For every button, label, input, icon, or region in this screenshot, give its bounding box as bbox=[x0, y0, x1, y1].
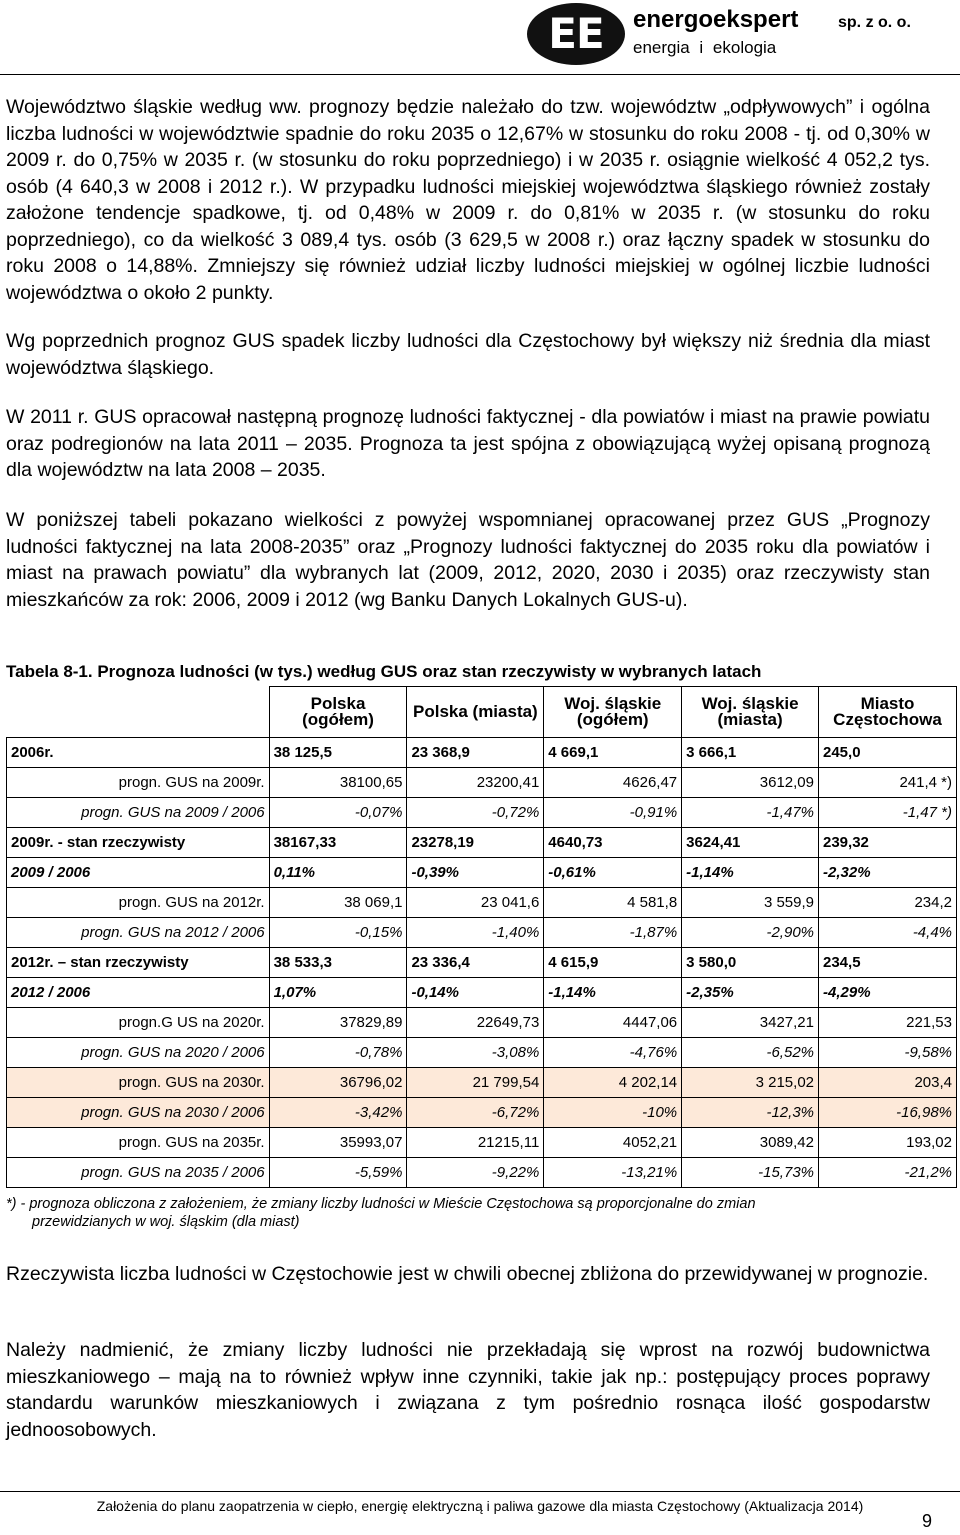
value-cell: -3,08% bbox=[407, 1038, 544, 1068]
value-cell: 3 666,1 bbox=[682, 738, 819, 768]
row-label-cell: 2006r. bbox=[7, 738, 270, 768]
value-cell: 38 533,3 bbox=[269, 948, 407, 978]
table-row bbox=[7, 738, 957, 768]
table-row bbox=[7, 1038, 957, 1068]
value-cell: 3 215,02 bbox=[682, 1068, 819, 1098]
value-cell: 4 615,9 bbox=[544, 948, 682, 978]
table-row bbox=[7, 948, 957, 978]
row-label-cell: 2009r. - stan rzeczywisty bbox=[7, 828, 270, 858]
table-caption: Tabela 8-1. Prognoza ludności (w tys.) według GUS oraz stan rzeczywisty w wybranych latach bbox=[6, 662, 762, 681]
value-cell: -0,14% bbox=[407, 978, 544, 1008]
table-row bbox=[7, 768, 957, 798]
row-label-cell: progn. GUS na 2009r. bbox=[7, 768, 270, 798]
paragraph-6: Należy nadmienić, że zmiany liczby ludności nie przekładają się wprost na rozwój budownictwa mieszkaniowego – mają na to również wpływ inne czynniki, takie jak np.: postępujący proces poprawy standardu warunków mieszkaniowych i związana z tym pośrednio rosnąca ilość gospodarstw jednoosobowych. bbox=[6, 1339, 930, 1441]
value-cell: -0,61% bbox=[544, 858, 682, 888]
table-row bbox=[7, 978, 957, 1008]
value-cell: -4,4% bbox=[819, 918, 957, 948]
row-label-cell: 2009 / 2006 bbox=[7, 858, 270, 888]
value-cell: 0,11% bbox=[269, 858, 407, 888]
value-cell: 3 580,0 bbox=[682, 948, 819, 978]
value-cell: -4,29% bbox=[819, 978, 957, 1008]
header-cell: Polska (miasta) bbox=[407, 687, 544, 738]
header-cell: Miasto Częstochowa bbox=[819, 687, 957, 738]
value-cell: 4052,21 bbox=[544, 1128, 682, 1158]
header-cell: Polska (ogółem) bbox=[269, 687, 407, 738]
value-cell: 21215,11 bbox=[407, 1128, 544, 1158]
value-cell: 35993,07 bbox=[269, 1128, 407, 1158]
table-row bbox=[7, 1008, 957, 1038]
paragraph-5: Rzeczywista liczba ludności w Częstochowie jest w chwili obecnej zbliżona do przewidywanej w prognozie. bbox=[6, 1263, 929, 1285]
paragraph-2: Wg poprzednich prognoz GUS spadek liczby ludności dla Częstochowy był większy niż średnia dla miast województwa śląskiego. bbox=[6, 330, 930, 379]
value-cell: -5,59% bbox=[269, 1158, 407, 1188]
value-cell: 23 368,9 bbox=[407, 738, 544, 768]
value-cell: -1,40% bbox=[407, 918, 544, 948]
value-cell: 4447,06 bbox=[544, 1008, 682, 1038]
value-cell: 221,53 bbox=[819, 1008, 957, 1038]
value-cell: 239,32 bbox=[819, 828, 957, 858]
footnote-line-1: *) - prognoza obliczona z założeniem, że zmiany liczby ludności w Mieście Częstochowa są proporcjonalne do zmian bbox=[6, 1196, 756, 1212]
row-label-cell: progn. GUS na 2035r. bbox=[7, 1128, 270, 1158]
company-tagline: energia i ekologia bbox=[633, 38, 777, 57]
value-cell: -1,14% bbox=[544, 978, 682, 1008]
table-row bbox=[7, 798, 957, 828]
value-cell: -1,47% bbox=[682, 798, 819, 828]
header-cell: Woj. śląskie (miasta) bbox=[682, 687, 819, 738]
value-cell: -0,72% bbox=[407, 798, 544, 828]
header-cell: Woj. śląskie (ogółem) bbox=[544, 687, 682, 738]
header-cell-blank bbox=[7, 687, 270, 738]
value-cell: 4626,47 bbox=[544, 768, 682, 798]
value-cell: -15,73% bbox=[682, 1158, 819, 1188]
value-cell: 3612,09 bbox=[682, 768, 819, 798]
population-table bbox=[6, 686, 957, 1188]
value-cell: 23 041,6 bbox=[407, 888, 544, 918]
paragraph-1: Województwo śląskie według ww. prognozy będzie należało do tzw. województw „odpływowych” i ogólna liczba ludności w województwie spadnie do roku 2035 o 12,67% w stosunku do roku 2008 - tj. od 0,30% w 2009 r. do 0,75% w 2035 r. (w stosunku do roku poprzedniego) i w 2035 r. osiągnie wielkość 4 052,2 tys. osób (4 640,3 w 2008 i 2012 r.). W przypadku ludności miejskiej województwa śląskiego również zostały założone tendencje spadkowe, tj. od 0,48% w 2009 r. do 0,81% w 2035 r. (w stosunku do roku poprzedniego), co da wielkość 3 089,4 tys. osób (3 629,5 w 2008 r.) oraz łączny spadek w stosunku do roku 2008 o 14,88%. Zmniejszy się również udział liczby ludności miejskiej w ogólnej liczbie ludności województwa o około 2 punkty. bbox=[6, 96, 930, 304]
header-divider bbox=[0, 74, 960, 75]
value-cell: 245,0 bbox=[819, 738, 957, 768]
value-cell: 38100,65 bbox=[269, 768, 407, 798]
value-cell: -0,15% bbox=[269, 918, 407, 948]
value-cell: -4,76% bbox=[544, 1038, 682, 1068]
value-cell: -16,98% bbox=[819, 1098, 957, 1128]
value-cell: 23 336,4 bbox=[407, 948, 544, 978]
page-footer: Założenia do planu zaopatrzenia w ciepło, energię elektryczną i paliwa gazowe dla miasta Częstochowy (Aktualizacja 2014) bbox=[96, 1498, 864, 1514]
table-row bbox=[7, 1128, 957, 1158]
row-label-cell: progn.G US na 2020r. bbox=[7, 1008, 270, 1038]
value-cell: -6,52% bbox=[682, 1038, 819, 1068]
value-cell: 3 559,9 bbox=[682, 888, 819, 918]
paragraph-3: W 2011 r. GUS opracował następną prognozę ludności faktycznej - dla powiatów i miast na prawie powiatu oraz podregionów na lata 2011 – 2035. Prognoza ta jest spójna z obowiązującą wyżej opisaną prognozą dla województw na lata 2008 – 2035. bbox=[6, 406, 930, 481]
table-row bbox=[7, 888, 957, 918]
value-cell: 1,07% bbox=[269, 978, 407, 1008]
value-cell: 193,02 bbox=[819, 1128, 957, 1158]
value-cell: 38167,33 bbox=[269, 828, 407, 858]
table-header-row bbox=[7, 687, 957, 738]
row-label-cell: 2012 / 2006 bbox=[7, 978, 270, 1008]
value-cell: 234,5 bbox=[819, 948, 957, 978]
value-cell: -0,78% bbox=[269, 1038, 407, 1068]
value-cell: 36796,02 bbox=[269, 1068, 407, 1098]
value-cell: 203,4 bbox=[819, 1068, 957, 1098]
value-cell: -1,14% bbox=[682, 858, 819, 888]
value-cell: 23278,19 bbox=[407, 828, 544, 858]
value-cell: -2,32% bbox=[819, 858, 957, 888]
value-cell: -6,72% bbox=[407, 1098, 544, 1128]
row-label-cell: progn. GUS na 2035 / 2006 bbox=[7, 1158, 270, 1188]
value-cell: 3089,42 bbox=[682, 1128, 819, 1158]
row-label-cell: progn. GUS na 2020 / 2006 bbox=[7, 1038, 270, 1068]
row-label-cell: progn. GUS na 2012r. bbox=[7, 888, 270, 918]
value-cell: 4 669,1 bbox=[544, 738, 682, 768]
table-row bbox=[7, 858, 957, 888]
row-label-cell: progn. GUS na 2009 / 2006 bbox=[7, 798, 270, 828]
value-cell: -1,87% bbox=[544, 918, 682, 948]
table-footnote bbox=[6, 1195, 936, 1231]
table-row bbox=[7, 918, 957, 948]
value-cell: 3624,41 bbox=[682, 828, 819, 858]
value-cell: -0,07% bbox=[269, 798, 407, 828]
value-cell: 3427,21 bbox=[682, 1008, 819, 1038]
footer-divider bbox=[0, 1491, 960, 1492]
value-cell: -21,2% bbox=[819, 1158, 957, 1188]
value-cell: -10% bbox=[544, 1098, 682, 1128]
footnote-line-2: przewidzianych w woj. śląskim (dla miast) bbox=[32, 1214, 300, 1230]
company-name: energoekspert bbox=[633, 6, 799, 33]
paragraph-4: W poniższej tabeli pokazano wielkości z powyżej wspomnianej opracowanej przez GUS „Prognozy ludności faktycznej na lata 2008-2035” oraz „Prognozy ludności faktycznej do 2035 roku dla powiatów i miast na prawach powiatu” dla wybranych lat (2009, 2012, 2020, 2030 i 2035) oraz rzeczywisty stan mieszkańców za rok: 2006, 2009 i 2012 (wg Banku Danych Lokalnych GUS-u). bbox=[6, 509, 930, 611]
page-header bbox=[0, 0, 960, 75]
table-row bbox=[7, 1068, 957, 1098]
value-cell: -1,47 *) bbox=[819, 798, 957, 828]
value-cell: 4 202,14 bbox=[544, 1068, 682, 1098]
row-label-cell: 2012r. – stan rzeczywisty bbox=[7, 948, 270, 978]
value-cell: 4640,73 bbox=[544, 828, 682, 858]
value-cell: 4 581,8 bbox=[544, 888, 682, 918]
page-number: 9 bbox=[921, 1511, 932, 1531]
company-logo: EE bbox=[527, 3, 625, 65]
company-suffix: sp. z o. o. bbox=[838, 14, 911, 31]
value-cell: 23200,41 bbox=[407, 768, 544, 798]
row-label-cell: progn. GUS na 2030 / 2006 bbox=[7, 1098, 270, 1128]
value-cell: -2,35% bbox=[682, 978, 819, 1008]
value-cell: 38 069,1 bbox=[269, 888, 407, 918]
value-cell: -0,91% bbox=[544, 798, 682, 828]
value-cell: -9,22% bbox=[407, 1158, 544, 1188]
value-cell: -9,58% bbox=[819, 1038, 957, 1068]
value-cell: 37829,89 bbox=[269, 1008, 407, 1038]
value-cell: 38 125,5 bbox=[269, 738, 407, 768]
value-cell: -3,42% bbox=[269, 1098, 407, 1128]
value-cell: 241,4 *) bbox=[819, 768, 957, 798]
value-cell: -0,39% bbox=[407, 858, 544, 888]
row-label-cell: progn. GUS na 2012 / 2006 bbox=[7, 918, 270, 948]
value-cell: 21 799,54 bbox=[407, 1068, 544, 1098]
value-cell: -12,3% bbox=[682, 1098, 819, 1128]
value-cell: -13,21% bbox=[544, 1158, 682, 1188]
value-cell: 234,2 bbox=[819, 888, 957, 918]
value-cell: 22649,73 bbox=[407, 1008, 544, 1038]
value-cell: -2,90% bbox=[682, 918, 819, 948]
table-row bbox=[7, 1098, 957, 1128]
row-label-cell: progn. GUS na 2030r. bbox=[7, 1068, 270, 1098]
table-row bbox=[7, 1158, 957, 1188]
table-row bbox=[7, 828, 957, 858]
